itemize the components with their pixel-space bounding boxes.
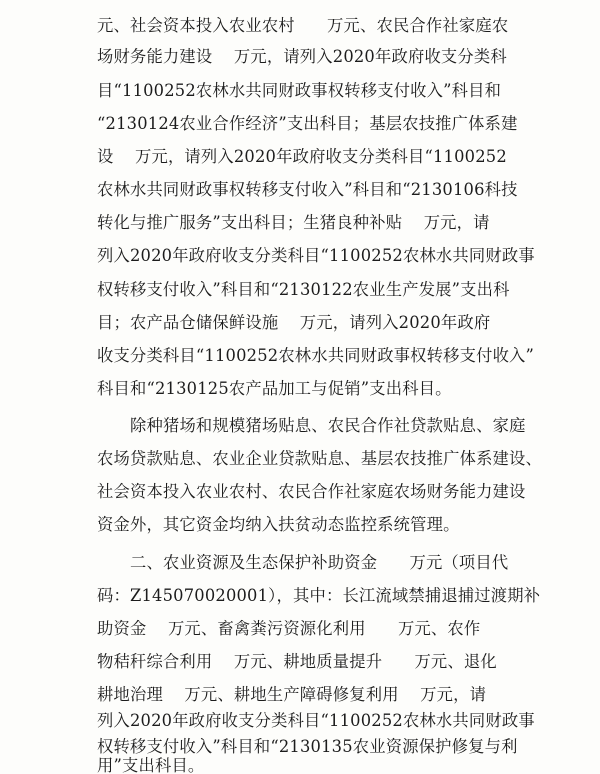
text-line-3: 目“1100252农林水共同财政事权转移支付收入”科目和 bbox=[97, 81, 502, 100]
section-2-line-2: 码：Z145070020001），其中：长江流域禁捕退捕过渡期补 bbox=[97, 586, 541, 605]
text-line-12: 科目和“2130125农产品加工与促销”支出科目。 bbox=[97, 379, 452, 398]
section-2-line-5: 耕地治理 万元、耕地生产障碍修复利用 万元，请 bbox=[97, 685, 487, 704]
text-line-2: 场财务能力建设 万元，请列入2020年政府收支分类科 bbox=[97, 47, 507, 66]
section-2-line-4: 物秸秆综合利用 万元、耕地质量提升 万元、退化 bbox=[97, 652, 497, 671]
paragraph-2-line-4: 资金外，其它资金均纳入扶贫动态监控系统管理。 bbox=[97, 515, 460, 534]
text-line-6: 农林水共同财政事权转移支付收入”科目和“2130106科技 bbox=[97, 180, 518, 199]
text-line-1: 元、社会资本投入农业农村 万元、农民合作社家庭农 bbox=[97, 16, 509, 35]
text-line-11: 收支分类科目“1100252农林水共同财政事权转移支付收入” bbox=[97, 346, 535, 365]
text-line-4: “2130124农业合作经济”支出科目；基层农技推广体系建 bbox=[97, 114, 518, 133]
paragraph-2-line-2: 农场贷款贴息、农业企业贷款贴息、基层农技推广体系建设、 bbox=[97, 449, 542, 468]
text-line-7: 转化与推广服务”支出科目；生猪良种补贴 万元，请 bbox=[97, 213, 490, 232]
text-line-9: 权转移支付收入”科目和“2130122农业生产发展”支出科 bbox=[97, 280, 510, 299]
paragraph-2-line-1: 除种猪场和规模猪场贴息、农民合作社贷款贴息、家庭 bbox=[130, 416, 526, 435]
text-line-10: 目；农产品仓储保鲜设施 万元，请列入2020年政府 bbox=[97, 313, 491, 332]
section-2-line-7: 权转移支付收入”科目和“2130135农业资源保护修复与利 bbox=[97, 737, 518, 756]
paragraph-2-line-3: 社会资本投入农业农村、农民合作社家庭农场财务能力建设 bbox=[97, 482, 526, 501]
section-2-line-6: 列入2020年政府收支分类科目“1100252农林水共同财政事 bbox=[97, 711, 535, 730]
text-line-8: 列入2020年政府收支分类科目“1100252农林水共同财政事 bbox=[97, 246, 535, 265]
section-2-line-8: 用”支出科目。 bbox=[97, 756, 205, 774]
text-line-5: 设 万元，请列入2020年政府收支分类科目“1100252 bbox=[97, 147, 507, 166]
section-2-line-3: 助资金 万元、畜禽粪污资源化利用 万元、农作 bbox=[97, 619, 481, 638]
section-2-line-1: 二、农业资源及生态保护补助资金 万元（项目代 bbox=[130, 553, 509, 572]
